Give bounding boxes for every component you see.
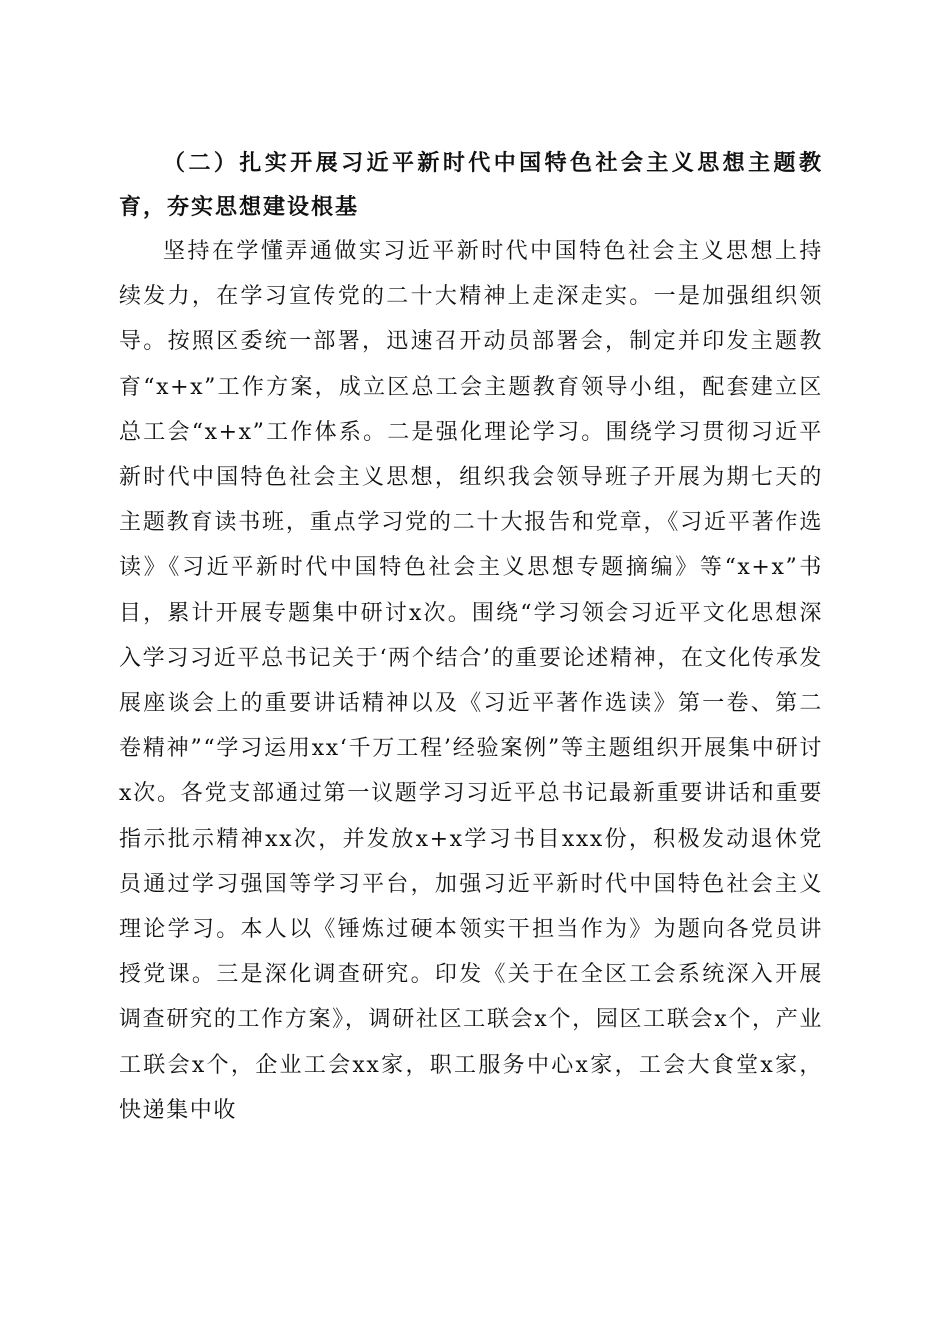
section-heading: （二）扎实开展习近平新时代中国特色社会主义思想主题教育，夯实思想建设根基: [119, 150, 823, 220]
body-paragraph: 坚持在学懂弄通做实习近平新时代中国特色社会主义思想上持续发力，在学习宣传党的二十大精神上走深走实。一是加强组织领导。按照区委统一部署，迅速召开动员部署会，制定并印发主题教育“x+x”工作方案，成立区总工会主题教育领导小组，配套建立区总工会“x+x”工作体系。二是强化理论学习。围绕学习贯彻习近平新时代中国特色社会主义思想，组织我会领导班子开展为期七天的主题教育读书班，重点学习党的二十大报告和党章，《习近平著作选读》《习近平新时代中国特色社会主义思想专题摘编》等“x+x”书目，累计开展专题集中研讨x次。围绕“学习领会习近平文化思想深入学习习近平总书记关于‘两个结合’的重要论述精神，在文化传承发展座谈会上的重要讲话精神以及《习近平著作选读》第一卷、第二卷精神”“学习运用xx‘千万工程’经验案例”等主题组织开展集中研讨x次。各党支部通过第一议题学习习近平总书记最新重要讲话和重要指示批示精神xx次，并发放x+x学习书目xxx份，积极发动退休党员通过学习强国等学习平台，加强习近平新时代中国特色社会主义理论学习。本人以《锤炼过硬本领实干担当作为》为题向各党员讲授党课。三是深化调查研究。印发《关于在全区工会系统深入开展调查研究的工作方案》，调研社区工联会x个，园区工联会x个，产业工联会x个，企业工会xx家，职工服务中心x家，工会大食堂x家，快递集中收: [119, 239, 823, 1123]
document-body: [119, 141, 823, 1133]
